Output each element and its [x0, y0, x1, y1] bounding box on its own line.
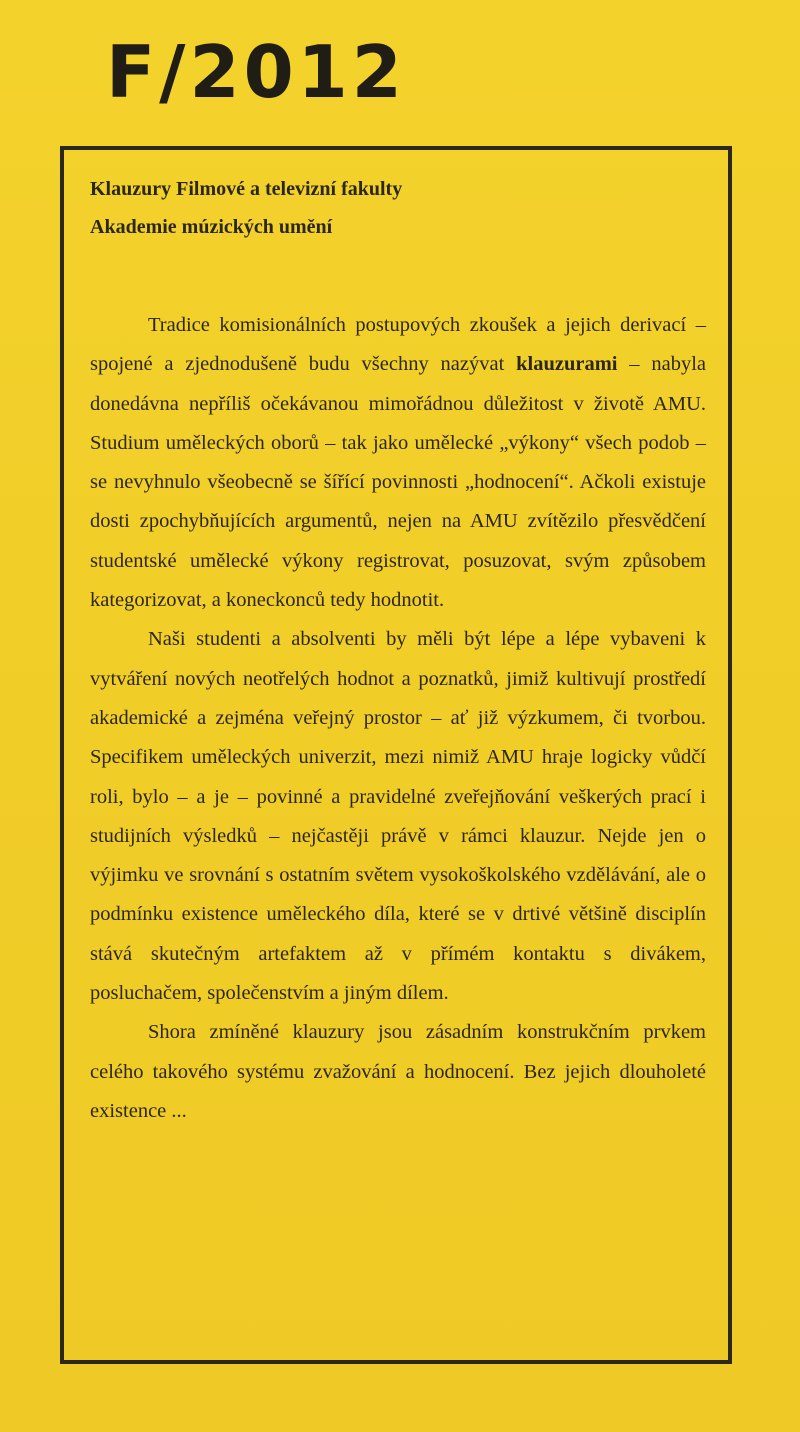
paragraph-1-after: – nabyla donedávna nepříliš očekávanou mimořádnou důležitost v životě AMU. Studium uměleckých oborů – tak jako umělecké „výkony“ všech podob – se nevyhnulo všeobecně se šířící povinnosti „hodnocení“. Ačkoli existuje dosti zpochybňujících argumentů, nejen na AMU zvítězilo přesvědčení studentské umělecké výkony registrovat, posuzovat, svým způsobem kategorizovat, a koneckonců tedy hodnotit. — [90, 353, 706, 612]
heading-line-1: Klauzury Filmové a televizní fakulty — [90, 178, 403, 200]
heading — [90, 170, 706, 246]
heading-line-2: Akademie múzických umění — [90, 216, 333, 238]
cover-text — [90, 170, 706, 1131]
paragraph-3 — [90, 1013, 706, 1131]
paragraph-3-text: Shora zmíněné klauzury jsou zásadním konstrukčním prvkem celého takového systému zvažování a hodnocení. Bez jejich dlouholeté existence ... — [90, 1021, 706, 1122]
paragraph-1-keyword: klauzurami — [516, 353, 618, 376]
series-code: F/2012 — [106, 30, 406, 114]
paragraph-2 — [90, 620, 706, 1013]
paragraph-1 — [90, 306, 706, 620]
paragraph-2-text: Naši studenti a absolventi by měli být lépe a lépe vybaveni k vytváření nových neotřelých hodnot a poznatků, jimiž kultivují prostředí akademické a zejména veřejný prostor – ať již výzkumem, či tvorbou. Specifikem uměleckých univerzit, mezi nimiž AMU hraje logicky vůdčí roli, bylo – a je – povinné a pravidelné zveřejňování veškerých prací i studijních výsledků – nejčastěji právě v rámci klauzur. Nejde jen o výjimku ve srovnání s ostatním světem vysokoškolského vzdělávání, ale o podmínku existence uměleckého díla, které se v drtivé většině disciplín stává skutečným artefaktem až v přímém kontaktu s divákem, posluchačem, společenstvím a jiným dílem. — [90, 628, 706, 1005]
blurb — [90, 306, 706, 1131]
paragraph-1-before: Tradice komisionálních postupových zkoušek a jejich derivací – spojené a zjednodušeně budu všechny nazývat — [90, 314, 706, 376]
